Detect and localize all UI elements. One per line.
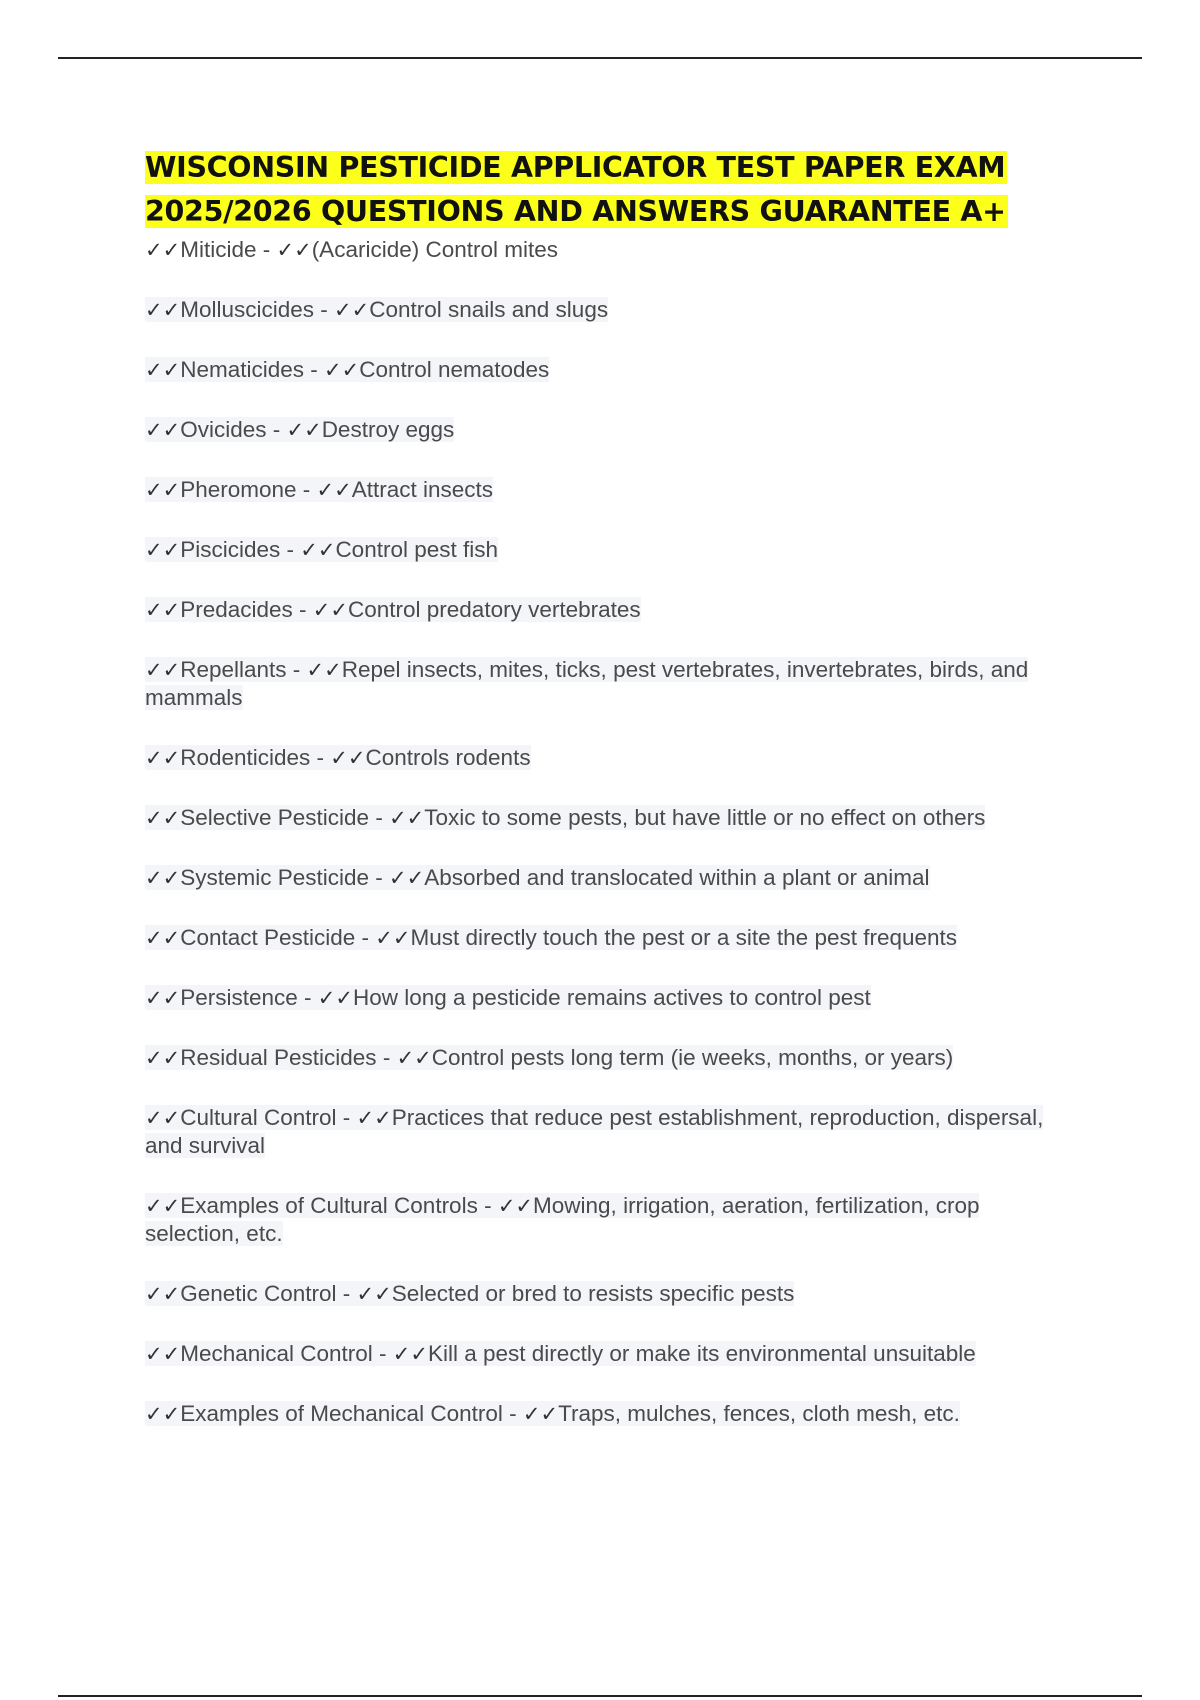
qa-item-highlight: [145, 657, 1028, 710]
qa-item: [145, 536, 1075, 564]
qa-definition: Kill a pest directly or make its environmental unsuitable: [428, 1341, 976, 1366]
qa-definition: Attract insects: [351, 477, 494, 502]
qa-item-highlight: [145, 1341, 976, 1366]
qa-separator: -: [296, 477, 317, 502]
checkmark-icon: ✓✓: [145, 986, 181, 1010]
checkmark-icon: ✓✓: [145, 1106, 181, 1130]
qa-item: [145, 744, 1075, 772]
qa-list: [145, 236, 1075, 1428]
qa-definition: Control snails and slugs: [369, 297, 609, 322]
qa-term: Repellants: [180, 657, 287, 682]
checkmark-icon: ✓✓: [145, 358, 181, 382]
qa-definition: Controls rodents: [365, 745, 531, 770]
checkmark-icon: ✓✓: [317, 986, 353, 1010]
qa-definition: Toxic to some pests, but have little or no effect on others: [424, 805, 986, 830]
qa-item-highlight: [145, 537, 498, 562]
qa-term: Mechanical Control: [180, 1341, 373, 1366]
qa-item-highlight: [145, 805, 985, 830]
title-line-2: 2025/2026 QUESTIONS AND ANSWERS GUARANTEE A+: [145, 195, 1006, 228]
qa-term: Contact Pesticide: [180, 925, 356, 950]
qa-item-highlight: [145, 297, 608, 322]
qa-item-highlight: [145, 985, 871, 1010]
qa-item: [145, 596, 1075, 624]
qa-item: [145, 984, 1075, 1012]
qa-term: Piscicides: [180, 537, 281, 562]
qa-definition: Absorbed and translocated within a plant or animal: [424, 865, 930, 890]
qa-definition: Control nematodes: [359, 357, 550, 382]
qa-term: Persistence: [180, 985, 298, 1010]
checkmark-icon: ✓✓: [306, 658, 342, 682]
qa-item-highlight: [145, 477, 493, 502]
qa-term: Molluscicides: [180, 297, 314, 322]
qa-term: Miticide: [180, 237, 257, 262]
checkmark-icon: ✓✓: [497, 1194, 534, 1218]
qa-definition: Practices that reduce pest establishment, reproduction, dispersal, and survival: [145, 1105, 1044, 1158]
qa-term: Ovicides: [180, 417, 267, 442]
qa-definition: (Acaricide) Control mites: [311, 237, 559, 262]
qa-item: [145, 476, 1075, 504]
checkmark-icon: ✓✓: [392, 1342, 428, 1366]
checkmark-icon: ✓✓: [522, 1402, 559, 1426]
qa-separator: -: [376, 1045, 397, 1070]
checkmark-icon: ✓✓: [356, 1106, 392, 1130]
checkmark-icon: ✓✓: [145, 926, 181, 950]
qa-item-highlight: [145, 1045, 953, 1070]
qa-separator: -: [280, 537, 301, 562]
qa-item: [145, 416, 1075, 444]
checkmark-icon: ✓✓: [324, 358, 360, 382]
qa-separator: -: [310, 745, 331, 770]
qa-item: [145, 804, 1075, 832]
checkmark-icon: ✓✓: [145, 538, 181, 562]
qa-item-highlight: [145, 1193, 979, 1246]
top-rule: [58, 57, 1142, 59]
qa-item: [145, 296, 1075, 324]
qa-separator: -: [297, 985, 318, 1010]
qa-item-highlight: [145, 745, 531, 770]
qa-separator: -: [304, 357, 324, 382]
checkmark-icon: ✓✓: [145, 1046, 181, 1070]
checkmark-icon: ✓✓: [145, 478, 181, 502]
qa-definition: Control predatory vertebrates: [347, 597, 641, 622]
checkmark-icon: ✓✓: [316, 478, 352, 502]
checkmark-icon: ✓✓: [145, 1282, 181, 1306]
qa-separator: -: [336, 1281, 357, 1306]
checkmark-icon: ✓✓: [145, 418, 181, 442]
checkmark-icon: ✓✓: [389, 866, 425, 890]
qa-item: [145, 1044, 1075, 1072]
qa-definition: Mowing, irrigation, aeration, fertilization, crop selection, etc.: [145, 1193, 980, 1246]
qa-item-highlight: [145, 357, 549, 382]
qa-item-highlight: [145, 417, 454, 442]
qa-item: [145, 656, 1075, 712]
qa-item-highlight: [145, 597, 641, 622]
qa-term: Nematicides: [180, 357, 304, 382]
title-line-1: WISCONSIN PESTICIDE APPLICATOR TEST PAPER EXAM: [145, 151, 1006, 184]
bottom-rule: [58, 1695, 1142, 1697]
checkmark-icon: ✓✓: [356, 1282, 392, 1306]
checkmark-icon: ✓✓: [276, 238, 312, 262]
qa-term: Predacides: [180, 597, 293, 622]
qa-separator: -: [336, 1105, 357, 1130]
checkmark-icon: ✓✓: [330, 746, 366, 770]
qa-separator: -: [314, 297, 334, 322]
checkmark-icon: ✓✓: [396, 1046, 432, 1070]
checkmark-icon: ✓✓: [145, 1342, 181, 1366]
qa-item: [145, 1104, 1075, 1160]
document-title: [145, 146, 1075, 234]
qa-term: Genetic Control: [180, 1281, 337, 1306]
qa-item: [145, 864, 1075, 892]
qa-definition: Control pests long term (ie weeks, months, or years): [431, 1045, 954, 1070]
checkmark-icon: ✓✓: [389, 806, 425, 830]
qa-term: Examples of Mechanical Control: [180, 1401, 503, 1426]
qa-item: [145, 236, 1075, 264]
qa-item-highlight: [145, 925, 957, 950]
qa-item-highlight: [145, 1281, 794, 1306]
qa-term: Cultural Control: [180, 1105, 337, 1130]
qa-definition: Control pest fish: [335, 537, 499, 562]
qa-item-highlight: [145, 1401, 960, 1426]
document-body: [145, 146, 1075, 1460]
qa-term: Residual Pesticides: [180, 1045, 377, 1070]
qa-definition: Must directly touch the pest or a site the pest frequents: [410, 925, 958, 950]
qa-item: [145, 924, 1075, 952]
qa-separator: -: [292, 597, 313, 622]
checkmark-icon: ✓✓: [145, 658, 181, 682]
qa-separator: -: [355, 925, 376, 950]
qa-definition: Selected or bred to resists specific pests: [391, 1281, 795, 1306]
checkmark-icon: ✓✓: [334, 298, 370, 322]
qa-separator: -: [372, 1341, 393, 1366]
qa-term: Rodenticides: [180, 745, 311, 770]
qa-separator: -: [286, 657, 307, 682]
qa-term: Pheromone: [180, 477, 297, 502]
qa-separator: -: [369, 805, 390, 830]
checkmark-icon: ✓✓: [375, 926, 411, 950]
qa-item: [145, 1192, 1075, 1248]
qa-definition: Repel insects, mites, ticks, pest vertebrates, invertebrates, birds, and mammals: [145, 657, 1029, 710]
qa-item: [145, 1340, 1075, 1368]
checkmark-icon: ✓✓: [145, 1194, 181, 1218]
qa-item: [145, 1280, 1075, 1308]
checkmark-icon: ✓✓: [145, 598, 181, 622]
qa-term: Systemic Pesticide: [180, 865, 370, 890]
checkmark-icon: ✓✓: [145, 238, 181, 262]
qa-item: [145, 356, 1075, 384]
qa-definition: How long a pesticide remains actives to control pest: [352, 985, 871, 1010]
qa-separator: -: [256, 237, 277, 262]
checkmark-icon: ✓✓: [300, 538, 336, 562]
qa-term: Examples of Cultural Controls: [180, 1193, 478, 1218]
qa-item-highlight: [145, 1105, 1043, 1158]
qa-definition: Traps, mulches, fences, cloth mesh, etc.: [558, 1401, 960, 1426]
qa-definition: Destroy eggs: [321, 417, 455, 442]
qa-item-highlight: [145, 237, 558, 262]
qa-item-highlight: [145, 865, 930, 890]
checkmark-icon: ✓✓: [145, 1402, 181, 1426]
qa-term: Selective Pesticide: [180, 805, 370, 830]
checkmark-icon: ✓✓: [145, 298, 181, 322]
qa-separator: -: [477, 1193, 498, 1218]
checkmark-icon: ✓✓: [145, 806, 181, 830]
qa-separator: -: [502, 1401, 523, 1426]
checkmark-icon: ✓✓: [145, 866, 181, 890]
checkmark-icon: ✓✓: [312, 598, 348, 622]
qa-item: [145, 1400, 1075, 1428]
checkmark-icon: ✓✓: [145, 746, 181, 770]
qa-separator: -: [266, 417, 287, 442]
qa-separator: -: [369, 865, 390, 890]
checkmark-icon: ✓✓: [286, 418, 322, 442]
